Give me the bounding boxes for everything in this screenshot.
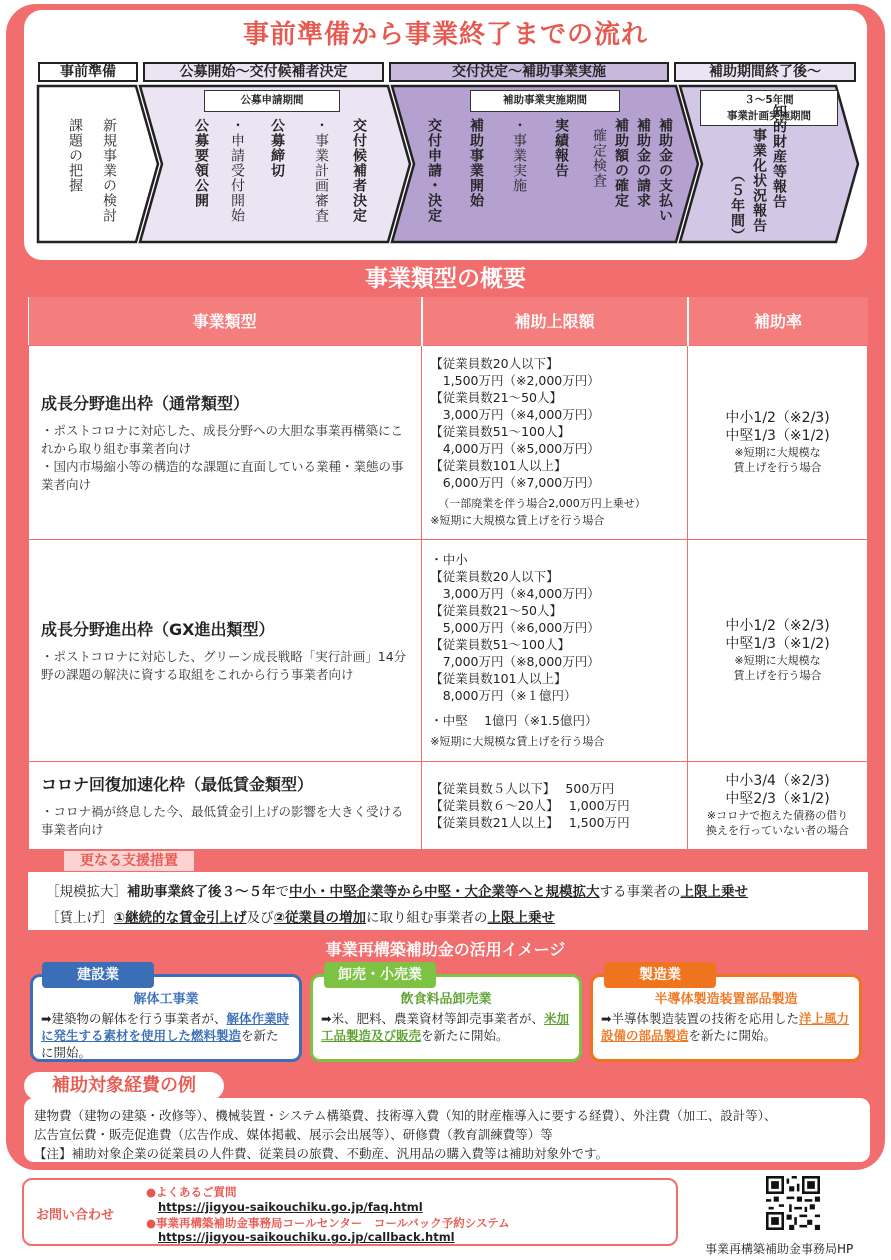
flow-step: 補助金の請求	[635, 118, 651, 208]
keihi-tag: 補助対象経費の例	[24, 1072, 224, 1100]
card-highlight: 米加工品製造及び販売	[321, 1011, 569, 1043]
period-keikaku-years: ３～5年間	[744, 94, 794, 106]
row-rate: 中小3/4（※2/3)	[725, 773, 830, 789]
flow-step: ・事業計画審査	[313, 118, 329, 223]
row-limit-note: （一部廃業を伴う場合2,000万円上乗せ）	[438, 497, 646, 510]
keihi-box	[24, 1098, 870, 1162]
table-row	[29, 345, 868, 539]
phase-implementation: 交付決定～補助事業実施	[389, 62, 669, 82]
row-title: 成長分野進出枠（GX進出類型）	[41, 619, 275, 639]
support-text: で	[275, 884, 289, 900]
row-rate-note: ※短期に大規模な 賃上げを行う場合	[733, 654, 822, 682]
row-title: 成長分野進出枠（通常類型）	[41, 393, 250, 413]
row-desc: ・ポストコロナに対応した、グリーン成長戦略「実行計画」14分野の課題の解決に資する取組をこれから行う事業者向け	[41, 648, 407, 682]
keihi-line: 【注】補助対象企業の従業員の人件費、従業員の旅費、不動産、汎用品の購入費等は補助対象外です。	[34, 1146, 609, 1161]
row-type-cell	[29, 539, 422, 761]
flow-step: 課題の把握	[67, 118, 83, 193]
overview-title: 事業類型の概要	[365, 266, 526, 292]
qr-code-icon[interactable]	[766, 1176, 820, 1230]
row-rate: 中堅2/3（※1/2)	[725, 791, 830, 807]
row-rate: 中堅1/3（※1/2)	[725, 428, 830, 444]
support-highlight: ①継続的な賃金引上げ	[113, 910, 247, 926]
row-rate-note: ※コロナで抱えた債務の借り 換えを行っていない者の場合	[706, 809, 850, 837]
row-rate: 中小1/2（※2/3)	[725, 410, 830, 426]
support-text: 及び	[246, 910, 274, 926]
flow-step: 新規事業の検討	[101, 118, 117, 223]
card-subtitle: 飲食料品卸売業	[400, 992, 492, 1007]
callcenter-label: ●事業再構築補助金事務局コールセンター コールバック予約システム	[146, 1216, 510, 1230]
callback-link[interactable]: https://jigyou-saikouchiku.go.jp/callback.html	[158, 1230, 455, 1244]
flow-step: （５年間）	[729, 168, 745, 243]
period-koubo: 公募申請期間	[204, 90, 340, 112]
flow-step: ・申請受付開始	[229, 118, 245, 223]
card-text: を新たに開始。	[688, 1028, 777, 1043]
support-text: 補助事業終了後３～５年	[127, 884, 276, 900]
flow-step: 補助事業開始	[468, 118, 484, 208]
keihi-line: 建物費（建物の建築・改修等）、機械装置・システム構築費、技術導入費（知的財産権導入に要する経費）、外注費（加工、設計等）、	[34, 1108, 777, 1123]
row-limit-note: ※短期に大規模な賃上げを行う場合	[430, 734, 605, 748]
table-row	[29, 539, 868, 761]
card-text: ➡半導体製造装置の技術を応用した	[601, 1011, 799, 1026]
flow-step: ・事業実施	[511, 118, 527, 193]
support-line-scale	[46, 880, 748, 900]
row-type-cell	[29, 345, 422, 539]
faq-label: ●よくあるご質問	[146, 1185, 237, 1199]
period-jisshi: 補助事業実施期間	[470, 90, 620, 112]
row-type-cell	[29, 761, 422, 849]
image-title: 事業再構築補助金の活用イメージ	[325, 940, 566, 959]
flow-step: 事業化状況報告	[751, 128, 767, 233]
office-hp-label: 事業再構築補助金事務局HP	[705, 1242, 854, 1256]
card-tag-manufacturing: 製造業	[604, 962, 716, 988]
support-text: する事業者の	[599, 884, 681, 900]
period-keikaku-label: 事業計画実施期間	[727, 110, 811, 122]
support-highlight: ②従業員の増加	[273, 910, 367, 926]
card-subtitle: 解体工事業	[133, 992, 199, 1007]
card-highlight: 解体作業時に発生する素材を使用した燃料製造	[41, 1011, 289, 1043]
card-subtitle: 半導体製造装置部品製造	[654, 992, 798, 1007]
row-limit-cell	[422, 345, 688, 539]
flow-step: 補助金の支払い	[657, 118, 673, 223]
row-desc: ・国内市場縮小等の構造的な課題に直面している業種・業態の事業者向け	[41, 458, 404, 492]
row-limit: 【従業員数20人以下】 1,500万円（※2,000万円） 【従業員数21～50人】 3,000万円（※4,000万円） 【従業員数51～100人】 4,000万円（※5,000万円） 【従業員数101人以上】 6,000万円（※7,000万円）	[430, 356, 600, 490]
table-row	[29, 761, 868, 849]
support-line-wage	[46, 906, 555, 926]
flow-step: 交付候補者決定	[351, 118, 367, 223]
header-type: 事業類型	[29, 297, 422, 345]
flow-step: 知的財産等報告	[771, 104, 787, 209]
card-text: ➡米、肥料、農業資材等卸売事業者が、	[321, 1011, 544, 1026]
flow-step: 公募締切	[269, 118, 285, 178]
card-text: ➡建築物の解体を行う事業者が、	[41, 1011, 227, 1026]
row-limit-note: ・中堅 1億円（※1.5億円）	[430, 712, 598, 728]
row-desc: ・コロナ禍が終息した今、最低賃金引上げの影響を大きく受ける事業者向け	[41, 803, 404, 837]
row-rate: 中小1/2（※2/3)	[725, 618, 830, 634]
flow-step: 公募要領公開	[193, 118, 209, 208]
support-prefix: ［規模拡大］	[46, 884, 127, 900]
flow-step: 実績報告	[553, 118, 569, 178]
period-keikaku	[700, 90, 838, 126]
support-prefix: ［賃上げ］	[46, 910, 114, 926]
support-highlight: 中小・中堅企業等から中堅・大企業等へと規模拡大	[289, 884, 600, 900]
row-rate-cell	[688, 761, 868, 849]
card-tag-construction: 建設業	[42, 962, 154, 988]
row-title: コロナ回復加速化枠（最低賃金類型）	[41, 774, 314, 794]
card-tag-wholesale: 卸売・小売業	[324, 962, 436, 988]
table-header-row	[29, 297, 868, 345]
row-limit: 【従業員数５人以下】 500万円 【従業員数６～20人】 1,000万円 【従業員数21人以上】 1,500万円	[430, 780, 630, 830]
phase-preparation: 事前準備	[38, 62, 138, 82]
arrow-stage-1	[38, 86, 158, 242]
row-limit-note: ※短期に大規模な賃上げを行う場合	[430, 514, 605, 527]
contact-box	[22, 1178, 678, 1246]
flow-step: 補助額の確定	[613, 118, 629, 208]
overview-table	[28, 297, 868, 850]
support-highlight: 上限上乗せ	[680, 884, 748, 900]
row-rate-cell	[688, 539, 868, 761]
card-text: を新たに開始。	[421, 1028, 509, 1043]
card-highlight: 洋上風力設備の部品製造	[601, 1011, 849, 1043]
phase-post: 補助期間終了後～	[674, 62, 856, 82]
row-limit: ・中小 【従業員数20人以下】 3,000万円（※4,000万円） 【従業員数21～50人】 5,000万円（※6,000万円） 【従業員数51～100人】 7,000万円（※8,000万円） 【従業員数101人以上】 8,000万円（※１億円）	[430, 551, 600, 703]
support-highlight: 上限上乗せ	[487, 910, 556, 926]
faq-link[interactable]: https://jigyou-saikouchiku.go.jp/faq.html	[158, 1200, 423, 1214]
header-limit: 補助上限額	[422, 297, 688, 345]
card-text: を新たに開始。	[41, 1028, 279, 1060]
row-rate: 中堅1/3（※1/2)	[725, 636, 830, 652]
flow-step: 確定検査	[591, 128, 607, 188]
header-rate: 補助率	[688, 297, 868, 345]
row-limit-cell	[422, 761, 688, 849]
support-text: に取り組む事業者の	[366, 910, 488, 926]
row-limit-cell	[422, 539, 688, 761]
phase-application: 公募開始～交付候補者決定	[143, 62, 384, 82]
keihi-line: 広告宣伝費・販売促進費（広告作成、媒体掲載、展示会出展等）、研修費（教育訓練費等）等	[34, 1127, 553, 1142]
row-desc: ・ポストコロナに対応した、成長分野への大胆な事業再構築にこれから取り組む事業者向け	[41, 422, 404, 456]
support-tag: 更なる支援措置	[64, 851, 194, 871]
row-rate-note: ※短期に大規模な 賃上げを行う場合	[733, 446, 822, 474]
contact-label: お問い合わせ	[36, 1208, 115, 1223]
flow-title: 事前準備から事業終了までの流れ	[242, 20, 648, 50]
row-rate-cell	[688, 345, 868, 539]
flow-step: 交付申請・決定	[426, 118, 442, 223]
